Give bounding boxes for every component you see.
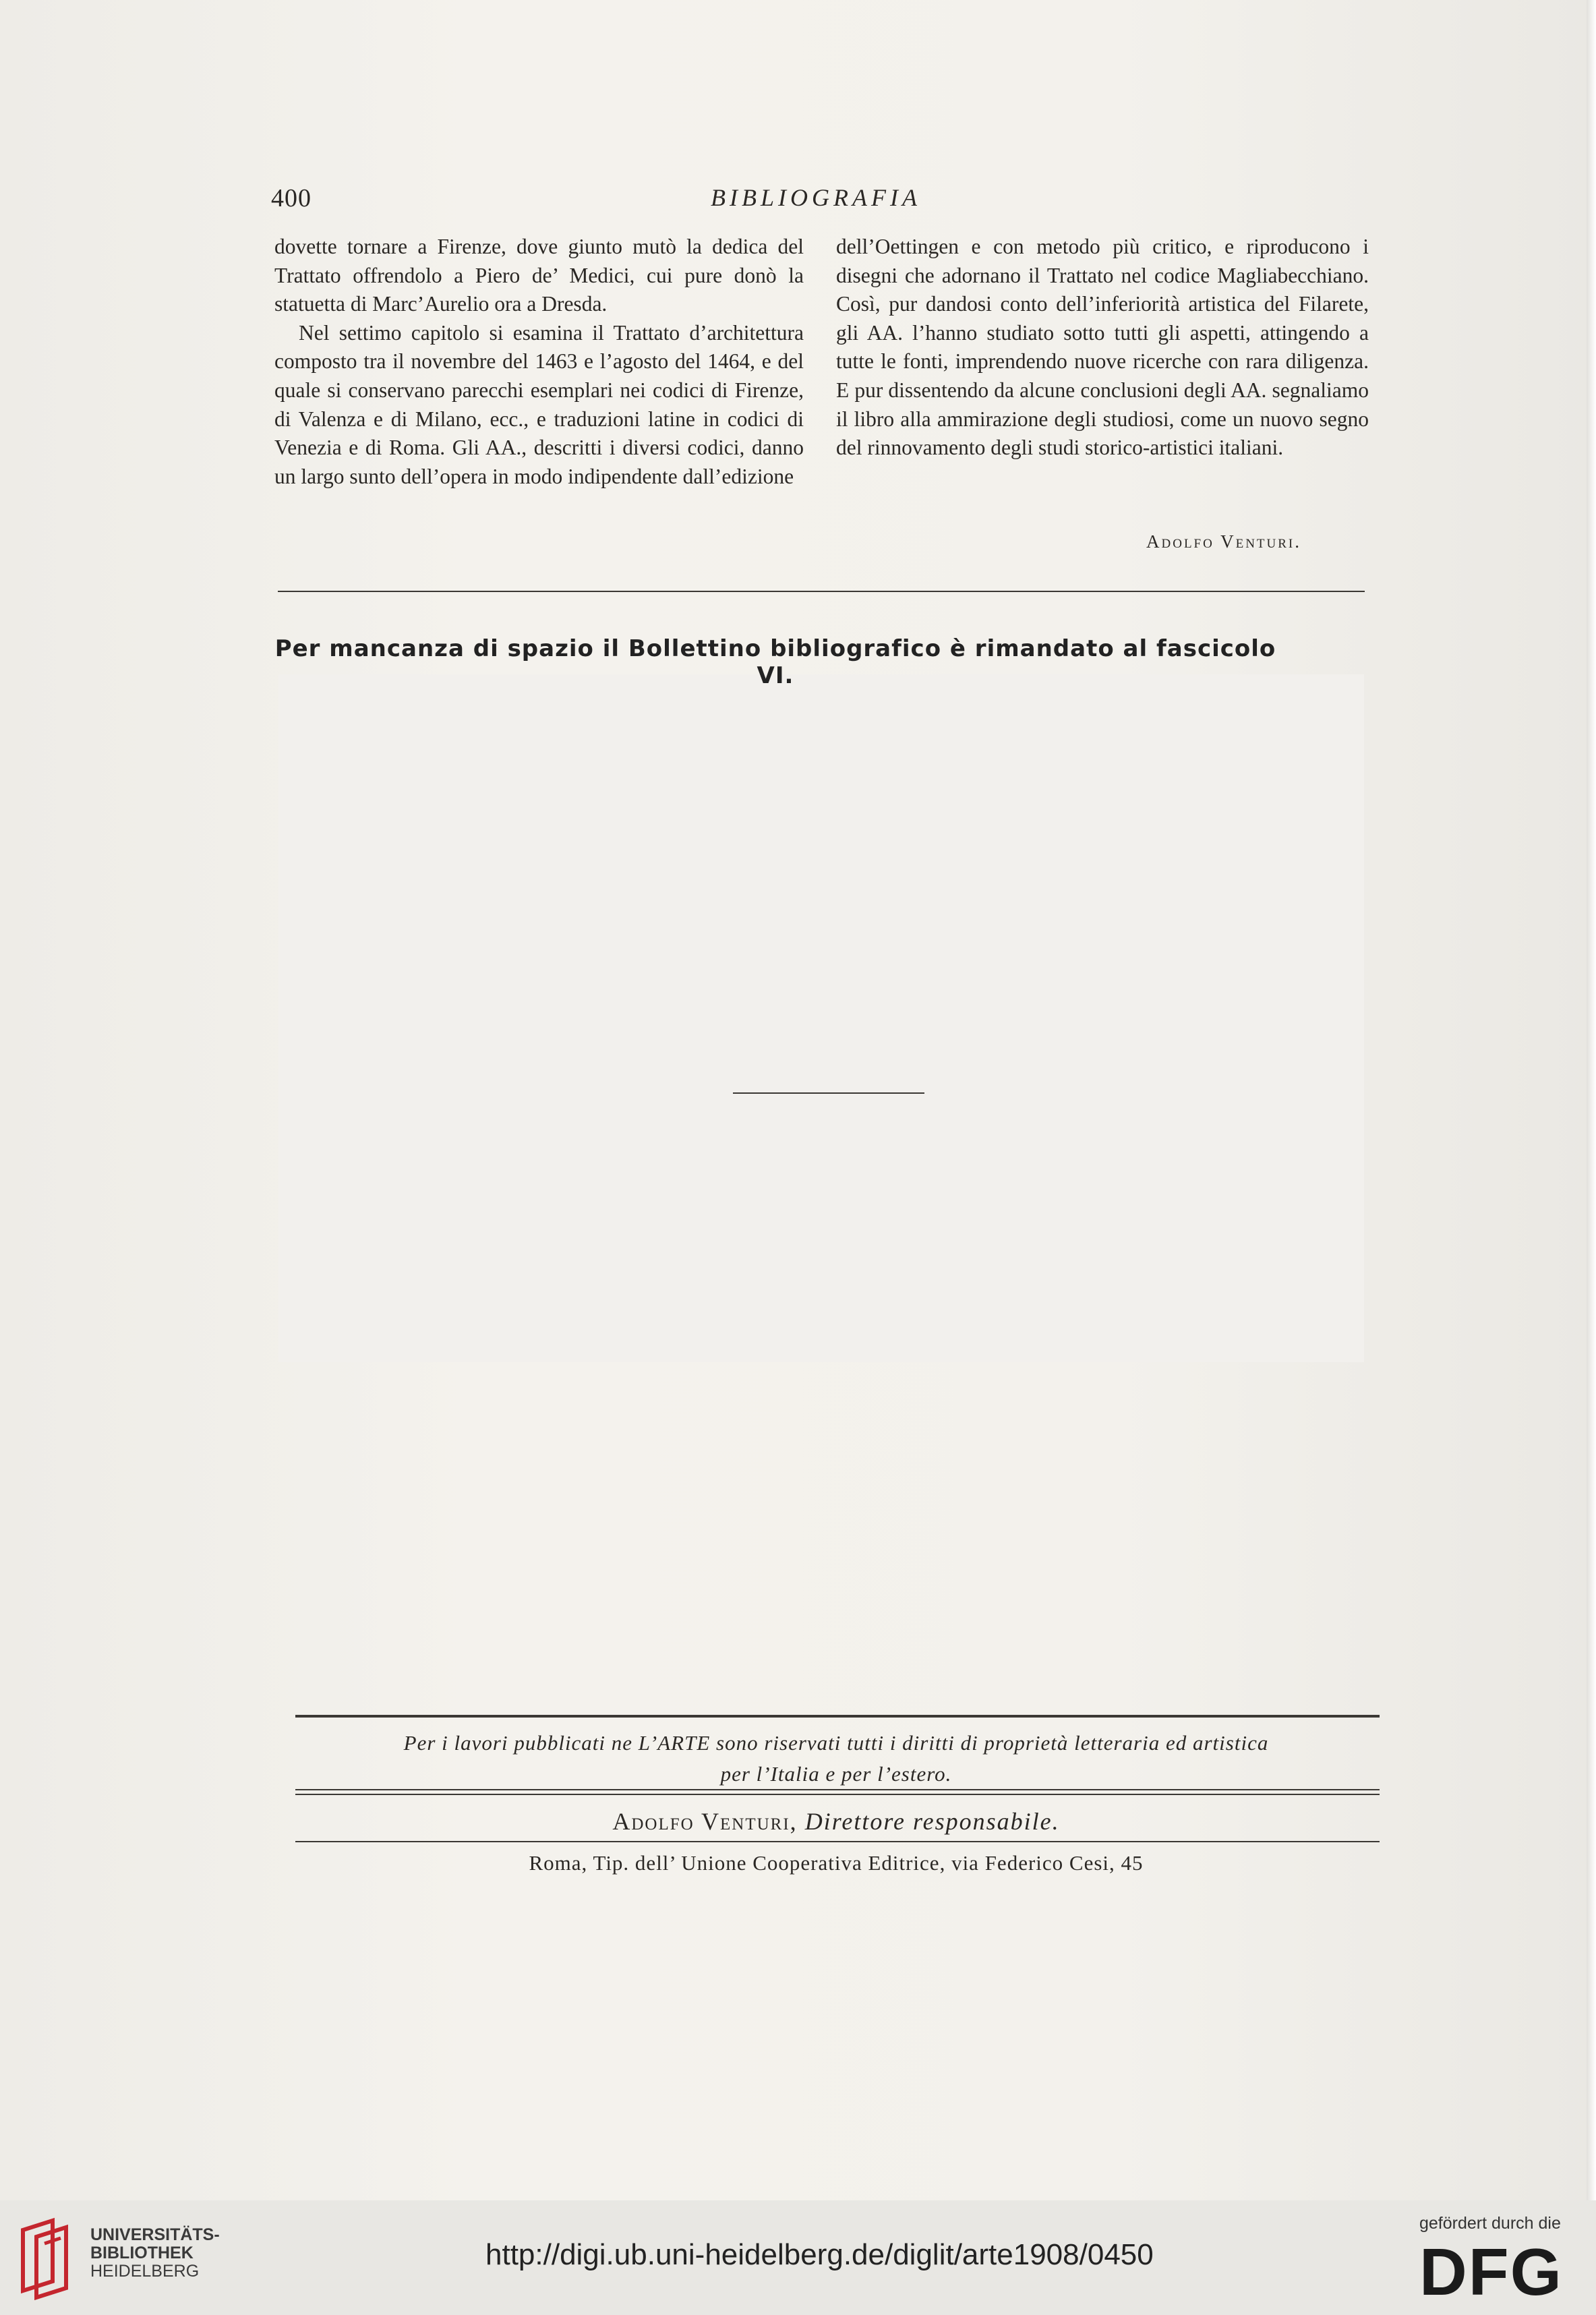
- library-name-line-2: BIBLIOTHEK: [90, 2244, 194, 2262]
- center-short-rule: [733, 1092, 924, 1094]
- right-paragraph-1: dell’Oettingen e con metodo più critico, e riproducono i disegni che adornano il Trattato nel codice Magliabecchiano. Così, pur dandosi conto dell’inferiorità artistica del Filarete, gli AA. l’hanno studiato sotto tutti gli aspetti, attingendo a tutte le fonti, imprendendo nuove ricerche con rara diligenza. E pur dissentendo da alcune conclusioni degli AA. segnaliamo il libro alla ammirazione degli studiosi, come un nuovo segno del rinnovamento degli studi storico-artistici italiani.: [836, 235, 1369, 460]
- page-number: 400: [271, 184, 312, 212]
- library-name-line-1: UNIVERSITÄTS-: [90, 2225, 220, 2244]
- funding-label: gefördert durch die: [1419, 2214, 1561, 2233]
- author-signature: Adolfo Venturi.: [1146, 531, 1301, 552]
- left-column: [274, 233, 804, 491]
- running-head: BIBLIOGRAFIA: [711, 184, 921, 211]
- director-title: Direttore responsabile.: [804, 1808, 1060, 1835]
- viewer-footer: [0, 2200, 1596, 2315]
- university-library-logo-icon: [18, 2217, 82, 2300]
- left-paragraph-1: dovette tornare a Firenze, dove giunto mutò la dedica del Trattato offrendolo a Piero de’ Medici, cui pure donò la statuetta di Marc’Aurelio ora a Dresda.: [274, 235, 804, 316]
- permalink-url[interactable]: http://digi.ub.uni-heidelberg.de/diglit/arte1908/0450: [485, 2238, 1154, 2271]
- director-line: [297, 1807, 1376, 1836]
- right-column: [836, 233, 1369, 463]
- rights-line-2: per l’Italia e per l’estero.: [720, 1762, 952, 1786]
- director-name: Adolfo Venturi,: [612, 1808, 798, 1835]
- library-name-line-3: HEIDELBERG: [90, 2262, 200, 2281]
- colophon-bottom-rule: [295, 1841, 1380, 1842]
- rights-notice: [297, 1728, 1376, 1790]
- colophon-double-rule-b: [295, 1794, 1380, 1795]
- section-divider: [278, 591, 1365, 592]
- rights-line-1: Per i lavori pubblicati ne L’ARTE sono riservati tutti i diritti di proprietà letteraria ed artistica: [403, 1731, 1269, 1755]
- page-edge: [1587, 0, 1596, 2200]
- colophon-top-rule: [295, 1715, 1380, 1718]
- left-paragraph-2: Nel settimo capitolo si esamina il Trattato d’architettura composto tra il novembre del 1463 e l’agosto del 1464, e del quale si conservano parecchi esemplari nei codici di Firenze, di Valenza e di Milano, ecc., e traduzioni latine in codici di Venezia e di Roma. Gli AA., descritti i diversi codici, danno un largo sunto dell’opera in modo indipendente dall’edizione: [274, 320, 804, 488]
- printer-imprint: Roma, Tip. dell’ Unione Cooperativa Editrice, via Federico Cesi, 45: [529, 1851, 1144, 1875]
- dfg-logo: DFG: [1419, 2235, 1563, 2309]
- notice-text: Per mancanza di spazio il Bollettino bibliografico è rimandato al fascicolo VI.: [274, 635, 1276, 689]
- colophon-double-rule-a: [295, 1789, 1380, 1790]
- library-name: [90, 2226, 220, 2281]
- blank-plate-area: [278, 674, 1364, 1362]
